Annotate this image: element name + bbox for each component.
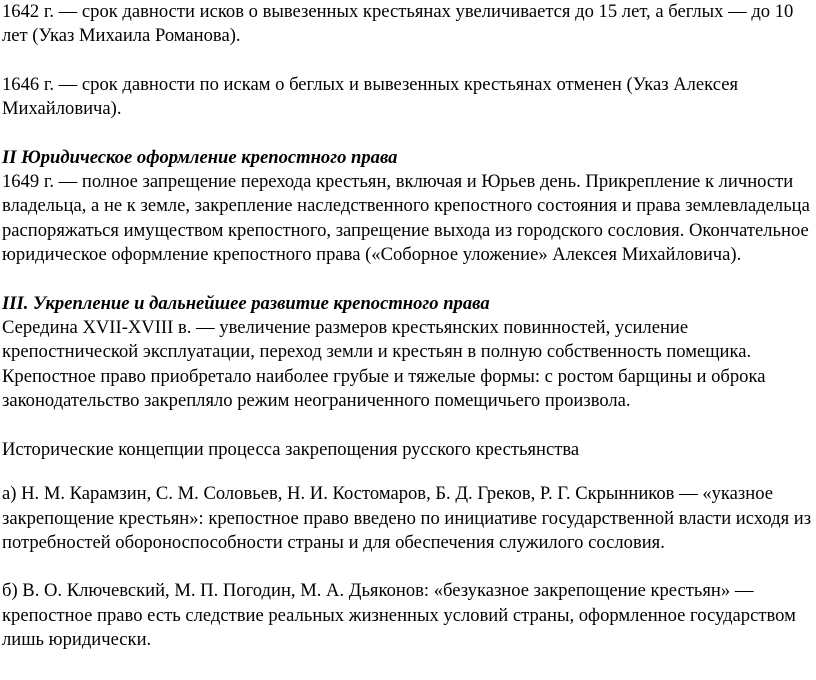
section-2-heading: II Юридическое оформление крепостного права (2, 146, 398, 168)
paragraph-1646: 1646 г. — срок давности по искам о беглых и вывезенных крестьянах отменен (Указ Алексея Михайловича). (2, 73, 739, 120)
section-legal-formalization (2, 146, 814, 268)
section-strengthening (2, 292, 814, 414)
section-3-text: Середина XVII-XVIII в. — увеличение размеров крестьянских повинностей, усиление крепостнической эксплуатации, переход земли и крестьян в полную собственность помещика. Крепостное право приобретало наиболее грубые и тяжелые формы: с ростом барщины и оброка законодательство закрепляло режим неограниченного помещичьего произвола. (2, 317, 766, 412)
concept-a: а) Н. М. Карамзин, С. М. Соловьев, Н. И. Костомаров, Б. Д. Греков, Р. Г. Скрынников — «указное закрепощение крестьян»: крепостное право введено по инициативе государственной власти исходя из потребностей обороноспособности страны и для обеспечения служилого сословия. (2, 483, 812, 553)
concepts-title: Исторические концепции процесса закрепощения русского крестьянства (2, 438, 580, 460)
concept-b: б) В. О. Ключевский, М. П. Погодин, М. А. Дьяконов: «безуказное закрепощение крестьян» — крепостное право есть следствие реальных жизненных условий страны, оформленное государством лишь юридически. (2, 580, 796, 651)
section-3-heading: III. Укрепление и дальнейшее развитие крепостного права (2, 292, 490, 314)
section-2-text: 1649 г. — полное запрещение перехода крестьян, включая и Юрьев день. Прикрепление к личности владельца, а не к земле, закрепление наследственного крепостного состояния и права землевладельца распоряжаться имуществом крепостного, запрещение выхода из городского сословия. Окончательное юридическое оформление крепостного права («Соборное уложение» Алексея Михайловича). (2, 171, 810, 266)
paragraph-1642: 1642 г. — срок давности исков о вывезенных крестьянах увеличивается до 15 лет, а беглых — до 10 лет (Указ Михаила Романова). (2, 1, 794, 47)
document-page (2, 0, 814, 653)
